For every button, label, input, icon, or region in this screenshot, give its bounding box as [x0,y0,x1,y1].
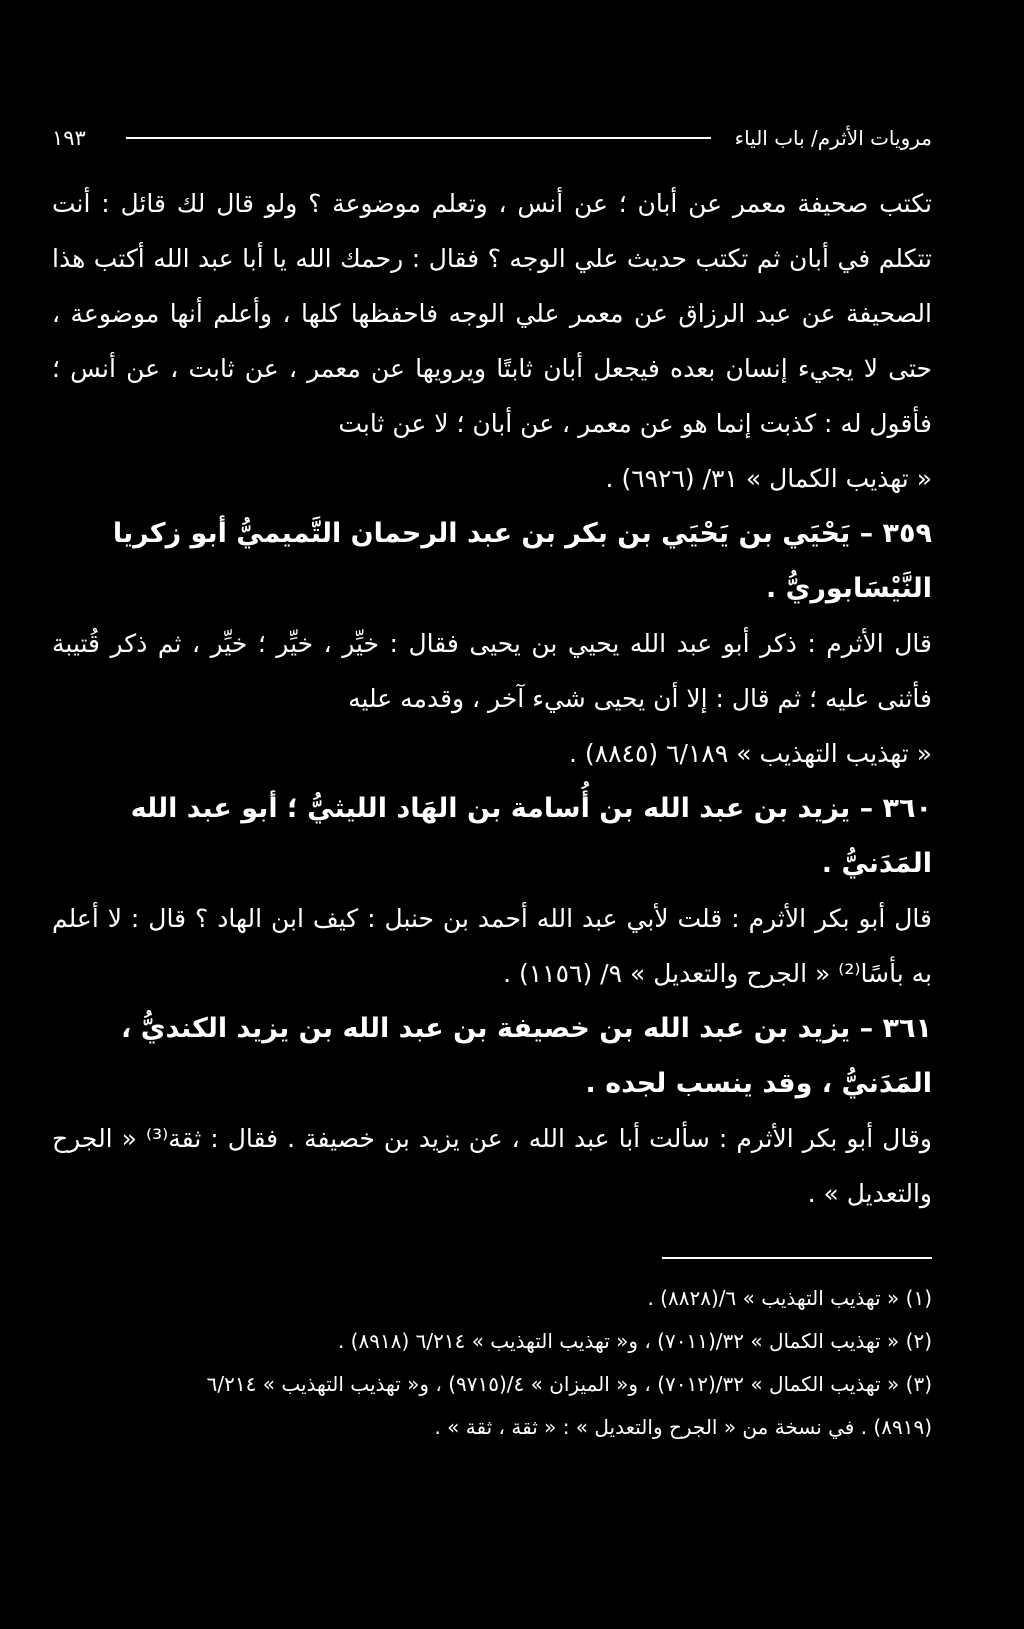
entry-paragraph [52,891,932,1001]
footnotes [52,1277,932,1449]
entry-heading: ٣٦٠ – يزيد بن عبد الله بن أُسامة بن الهَاد الليثيُّ ؛ أبو عبد الله المَدَنيُّ . [130,793,932,879]
intro-paragraph [52,176,932,506]
citation: « الجرح والتعديل » ٩/ (١١٥٦) . [503,959,831,988]
book-page [52,120,932,1600]
entry-title: يزيد بن عبد الله بن أُسامة بن الهَاد الليثيُّ ؛ أبو عبد الله المَدَنيُّ . [130,793,932,879]
page-number: ١٩٣ [52,126,86,150]
entry-paragraph [52,1111,932,1221]
entry-number: ٣٥٩ [882,518,932,549]
entry-paragraph [52,616,932,781]
footnote: (٨٩١٩) . في نسخة من « الجرح والتعديل » : « ثقة ، ثقة » . [434,1415,932,1439]
citation: « تهذيب التهذيب » ٦/١٨٩ (٨٨٤٥) . [569,739,932,768]
entry-title: يَحْيَي بن يَحْيَي بن بكر بن عبد الرحمان التَّميميُّ أبو زكريا النَّيْسَابوريُّ . [112,518,932,604]
citation: « تهذيب الكمال » ٣١/ (٦٩٢٦) . [605,464,932,493]
running-title: مرويات الأثرم/ باب الياء [734,126,932,150]
paragraph-text: وقال أبو بكر الأثرم : سألت أبا عبد الله ، عن يزيد بن خصيفة . فقال : ثقة⁽³⁾ « الجرح والتعديل » . [52,1124,932,1208]
entry-number: ٣٦١ [882,1013,932,1044]
paragraph-text: قال أبو بكر الأثرم : قلت لأبي عبد الله أحمد بن حنبل : كيف ابن الهاد ؟ قال : لا أعلم به بأسًا⁽²⁾ [52,904,932,988]
footnote: (٢) « تهذيب الكمال » ٣٢/(٧٠١١) ، و« تهذيب التهذيب » ٦/٢١٤ (٨٩١٨) . [337,1329,932,1353]
paragraph-text: قال الأثرم : ذكر أبو عبد الله يحيي بن يحيى فقال : خيِّر ، خيِّر ؛ خيِّر ، ثم ذكر قُتيبة فأثنى عليه ؛ ثم قال : إلا أن يحيى شيء آخر ، وقدمه عليه [52,629,932,713]
entry-title: يزيد بن عبد الله بن خصيفة بن عبد الله بن يزيد الكنديُّ ، المَدَنيُّ ، وقد ينسب لجده . [121,1013,932,1099]
entry-heading: ٣٥٩ – يَحْيَي بن يَحْيَي بن بكر بن عبد الرحمان التَّميميُّ أبو زكريا النَّيْسَابوريُّ . [112,518,932,604]
paragraph-text: تكتب صحيفة معمر عن أبان ؛ عن أنس ، وتعلم موضوعة ؟ ولو قال لك قائل : أنت تتكلم في أبان ثم تكتب حديث علي الوجه ؟ فقال : رحمك الله يا أبا عبد الله أكتب هذا الصحيفة عن عبد الرزاق عن معمر علي الوجه فاحفظها كلها ، وأعلم أنها موضوعة ، حتى لا يجيء إنسان بعده فيجعل أبان ثابتًا ويرويها عن معمر ، عن ثابت ، عن أنس ؛ فأقول له : كذبت إنما هو عن معمر ، عن أبان ؛ لا عن ثابت [52,189,932,438]
running-head [52,120,932,156]
footnote: (١) « تهذيب التهذيب » ٦/(٨٨٢٨) . [647,1286,932,1310]
header-rule [126,137,711,139]
footnote: (٣) « تهذيب الكمال » ٣٢/(٧٠١٢) ، و« الميزان » ٤/(٩٧١٥) ، و« تهذيب التهذيب » ٦/٢١٤ [206,1372,932,1396]
body-text [52,176,932,1221]
entry-number: ٣٦٠ [882,793,932,824]
footnote-rule [662,1257,932,1259]
entry-heading: ٣٦١ – يزيد بن عبد الله بن خصيفة بن عبد الله بن يزيد الكنديُّ ، المَدَنيُّ ، وقد ينسب لجده . [121,1013,932,1099]
